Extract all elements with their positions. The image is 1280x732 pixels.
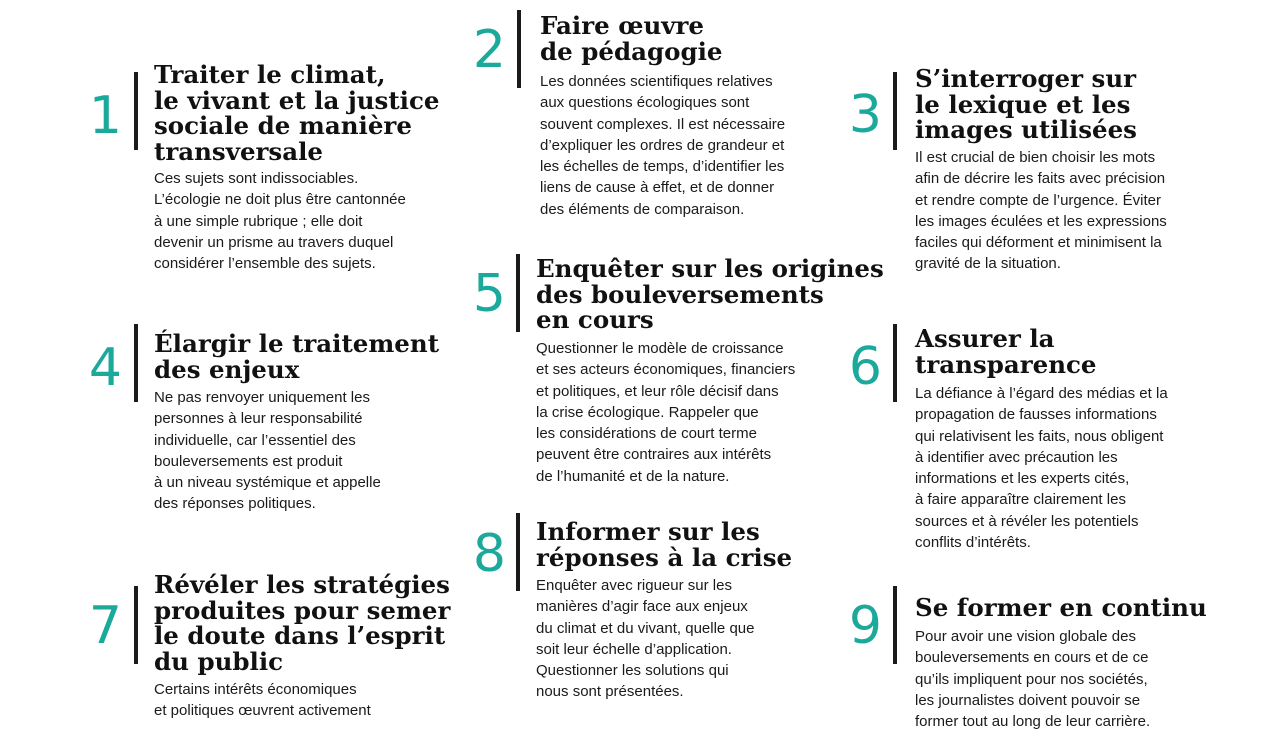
principle-body: Pour avoir une vision globale des bouleversements en cours et de ce qu’ils impliquent pour nos sociétés, les journalistes doivent pouvoir se former tout au long de leur carrière. (915, 628, 1151, 731)
principle-body: Il est crucial de bien choisir les mots afin de décrire les faits avec précision et rendre compte de l’urgence. Éviter les images éculées et les expressions faciles qui déforment et minimisent la gravité de la situation. (915, 149, 1167, 273)
divider-bar (893, 324, 897, 402)
divider-bar (134, 324, 138, 402)
principle-body: La défiance à l’égard des médias et la propagation de fausses informations qui relativisent les faits, nous obligent à identifier avec précaution les informations et les experts cités, à faire apparaître clairement les sources et à révéler les potentiels conflits d’intérêts. (915, 385, 1168, 552)
principle-number: 8 (472, 524, 506, 584)
divider-bar (893, 586, 897, 664)
principle-number: 3 (848, 85, 882, 145)
principle-number: 5 (472, 264, 506, 324)
divider-bar (893, 72, 897, 150)
principle-body: Questionner le modèle de croissance et ses acteurs économiques, financiers et politiques, et leur rôle décisif dans la crise écologique. Rappeler que les considérations de court terme peuvent être contraires aux intérêts de l’humanité et de la nature. (536, 340, 796, 485)
principle-title: Élargir le traitement des enjeux (154, 329, 440, 384)
principle-title: Assurer la transparence (915, 324, 1097, 379)
principle-title: Révéler les stratégies produites pour semer le doute dans l’esprit du public (154, 570, 451, 676)
divider-bar (516, 513, 520, 591)
divider-bar (516, 254, 520, 332)
principle-body: Ces sujets sont indissociables. L’écologie ne doit plus être cantonnée à une simple rubrique ; elle doit devenir un prisme au travers duquel considérer l’ensemble des sujets. (154, 170, 406, 273)
principle-body: Ne pas renvoyer uniquement les personnes à leur responsabilité individuelle, car l’essentiel des bouleversements est produit à un niveau systémique et appelle des réponses politiques. (154, 389, 381, 513)
principle-number: 1 (88, 86, 122, 146)
principle-body: Enquêter avec rigueur sur les manières d’agir face aux enjeux du climat et du vivant, quelle que soit leur échelle d’application. Questionner les solutions qui nous sont présentées. (536, 577, 755, 701)
divider-bar (134, 72, 138, 150)
divider-bar (134, 586, 138, 664)
divider-bar (517, 10, 521, 88)
principle-title: S’interroger sur le lexique et les images utilisées (915, 64, 1137, 144)
principle-number: 2 (472, 20, 506, 80)
principle-title: Faire œuvre de pédagogie (540, 11, 723, 66)
principle-number: 4 (88, 338, 122, 398)
principle-title: Se former en continu (915, 593, 1207, 622)
principle-title: Traiter le climat, le vivant et la justice sociale de manière transversale (154, 60, 440, 166)
principle-title: Informer sur les réponses à la crise (536, 517, 793, 572)
principle-body: Certains intérêts économiques et politiques œuvrent activement (154, 681, 371, 720)
principle-number: 7 (88, 596, 122, 656)
principle-number: 6 (848, 337, 882, 397)
principle-body: Les données scientifiques relatives aux questions écologiques sont souvent complexes. Il est nécessaire d’expliquer les ordres de grandeur et les échelles de temps, d’identifier les liens de cause à effet, et de donner des éléments de comparaison. (540, 73, 786, 218)
principle-number: 9 (848, 596, 882, 656)
principle-title: Enquêter sur les origines des bouleversements en cours (536, 254, 884, 334)
